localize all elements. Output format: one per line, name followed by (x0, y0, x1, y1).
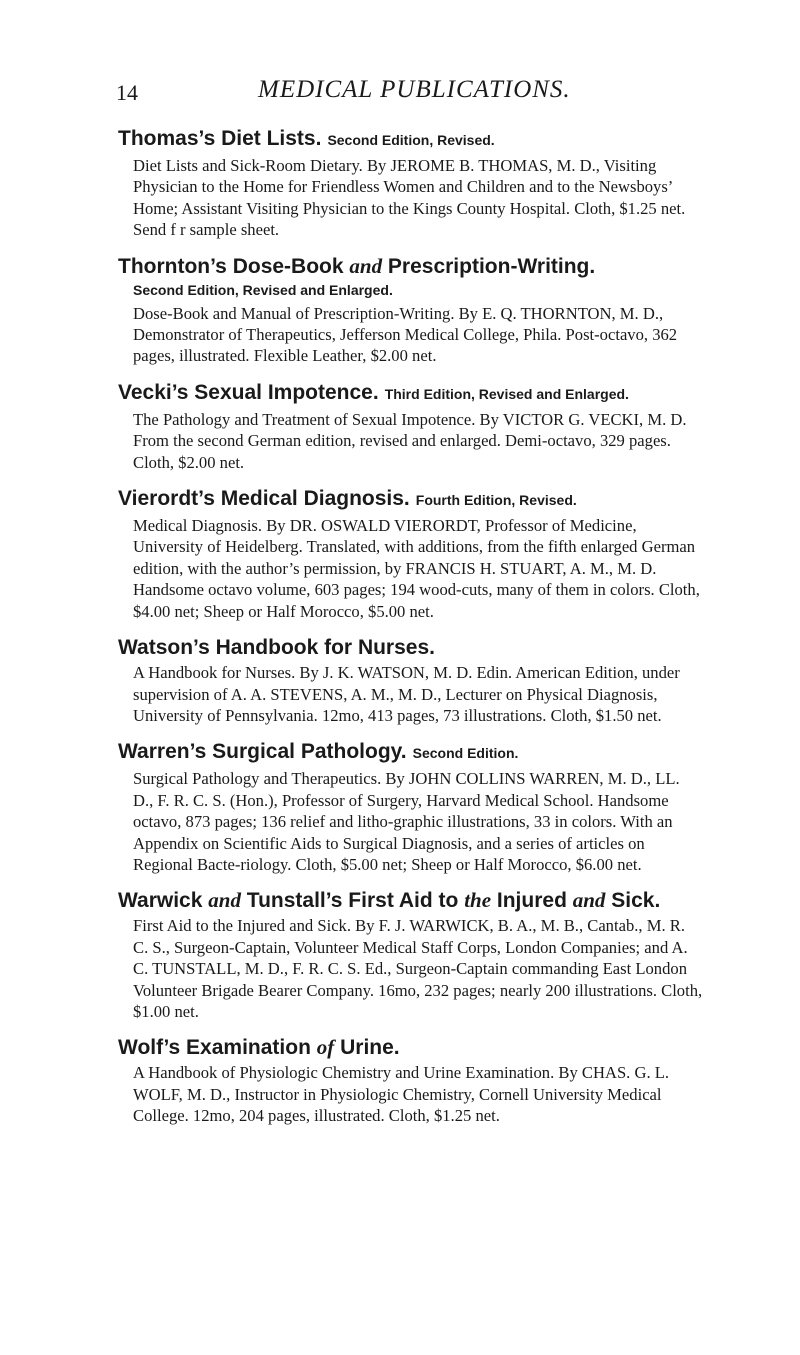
entry-title-conjunction: and (572, 888, 606, 913)
entry-description: Surgical Pathology and Therapeutics. By JOHN COLLINS WARREN, M. D., LL. D., F. R. C. S. (Hon.), Professor of Surgery, Harvard Medical School. Handsome octavo, 873 pages; 136 relief and litho-graphic illustrations, 33 in colors. With an Appendix on Scientific Aids to Surgical Diagnosis, and a series of articles on Regional Bacte-riology. Cloth, $5.00 net; Sheep or Half Morocco, $6.00 net. (133, 769, 680, 874)
entry-description: Dose-Book and Manual of Prescription-Writing. By E. Q. THORNTON, M. D., Demonstrator of Therapeutics, Jefferson Medical College, Phila. Post-octavo, 362 pages, illustrated. Flexible Leather, $2.00 net. (133, 303, 678, 366)
entry-description: A Handbook for Nurses. By J. K. WATSON, M. D. Edin. American Edition, under supervision of A. A. STEVENS, A. M., M. D., Lecturer on Physical Diagnosis, University of Pennsylvania. 12mo, 413 pages, 73 illustrations. Cloth, $1.50 net. (133, 663, 680, 725)
catalog-entry (118, 1035, 703, 1126)
entry-title-text: Warwick (118, 889, 203, 913)
entry-title-text: Tunstall’s First Aid to (246, 889, 459, 913)
entry-title (118, 635, 703, 660)
entry-title (118, 888, 703, 913)
entry-title-text: Thornton’s Dose-Book (118, 254, 344, 278)
entry-title-conjunction: and (208, 888, 241, 913)
entry-description: First Aid to the Injured and Sick. By F. J. WARWICK, B. A., M. B., Cantab., M. R. C. S., Surgeon-Captain, Volunteer Medical Staff Corps, London Companies; and A. C. TUNSTALL, M. D., F. R. C. S. Ed., Surgeon-Captain commanding East London Volunteer Brigade Bearer Company. 16mo, 232 pages; nearly 200 illustrations. Cloth, $1.00 net. (133, 916, 703, 1021)
catalog-entry (118, 635, 703, 726)
entry-title-text: Vierordt’s Medical Diagnosis. (118, 487, 410, 511)
entry-title (118, 126, 703, 153)
entry-description: A Handbook of Physiologic Chemistry and Urine Examination. By CHAS. G. L. WOLF, M. D., Instructor in Physiologic Chemistry, Cornell University Medical College. 12mo, 204 pages, illustrated. Cloth, $1.25 net. (133, 1063, 670, 1126)
catalog-list (118, 126, 703, 1140)
entry-title-text: Wolf’s Examination (118, 1036, 311, 1060)
edition-note: Second Edition, Revised and Enlarged. (133, 281, 393, 298)
entry-title-text: Injured (496, 889, 567, 913)
entry-title (118, 486, 703, 513)
entry-title (118, 739, 703, 766)
edition-note: Third Edition, Revised and Enlarged. (384, 385, 629, 402)
entry-title-article: the (464, 888, 492, 913)
entry-title (118, 1035, 703, 1060)
entry-title-text: Thomas’s Diet Lists. (118, 127, 322, 150)
entry-description: The Pathology and Treatment of Sexual Impotence. By VICTOR G. VECKI, M. D. From the second German edition, revised and enlarged. Demi-octavo, 329 pages. Cloth, $2.00 net. (133, 409, 687, 472)
edition-note: Second Edition. (412, 745, 519, 762)
catalog-entry (118, 254, 703, 367)
edition-note: Second Edition, Revised. (327, 132, 495, 148)
entry-title (118, 254, 703, 279)
entry-title-text: Warren’s Surgical Pathology. (118, 740, 407, 764)
running-head: MEDICAL PUBLICATIONS. (258, 76, 571, 103)
catalog-entry (118, 380, 703, 473)
catalog-entry (118, 126, 703, 241)
entry-title-text: Vecki’s Sexual Impotence. (118, 380, 379, 404)
catalog-entry (118, 486, 703, 622)
entry-title-text: Watson’s Handbook for Nurses. (118, 636, 435, 660)
entry-description: Diet Lists and Sick-Room Dietary. By JEROME B. THOMAS, M. D., Visiting Physician to the Home for Friendless Women and Children and to the Newsboys’ Home; Assistant Visiting Physician to the Kings County Hospital. Cloth, $1.25 net. Send f r sample sheet. (133, 156, 686, 240)
page-number: 14 (116, 80, 138, 105)
entry-description: Medical Diagnosis. By DR. OSWALD VIERORDT, Professor of Medicine, University of Heidelberg. Translated, with additions, from the fifth enlarged German edition, with the author’s permission, by FRANCIS H. STUART, A. M., M. D. Handsome octavo volume, 603 pages; 194 wood-cuts, many of them in colors. Cloth, $4.00 net; Sheep or Half Morocco, $5.00 net. (133, 516, 700, 621)
entry-title-conjunction: and (349, 253, 383, 278)
catalog-entry (118, 888, 703, 1022)
entry-title-preposition: of (316, 1035, 335, 1060)
edition-note: Fourth Edition, Revised. (415, 492, 577, 509)
catalog-entry (118, 739, 703, 875)
entry-title-text: Prescription-Writing. (387, 254, 596, 278)
entry-title-text: Sick. (611, 889, 661, 913)
entry-title-text: Urine. (340, 1036, 400, 1060)
entry-title (118, 380, 703, 407)
